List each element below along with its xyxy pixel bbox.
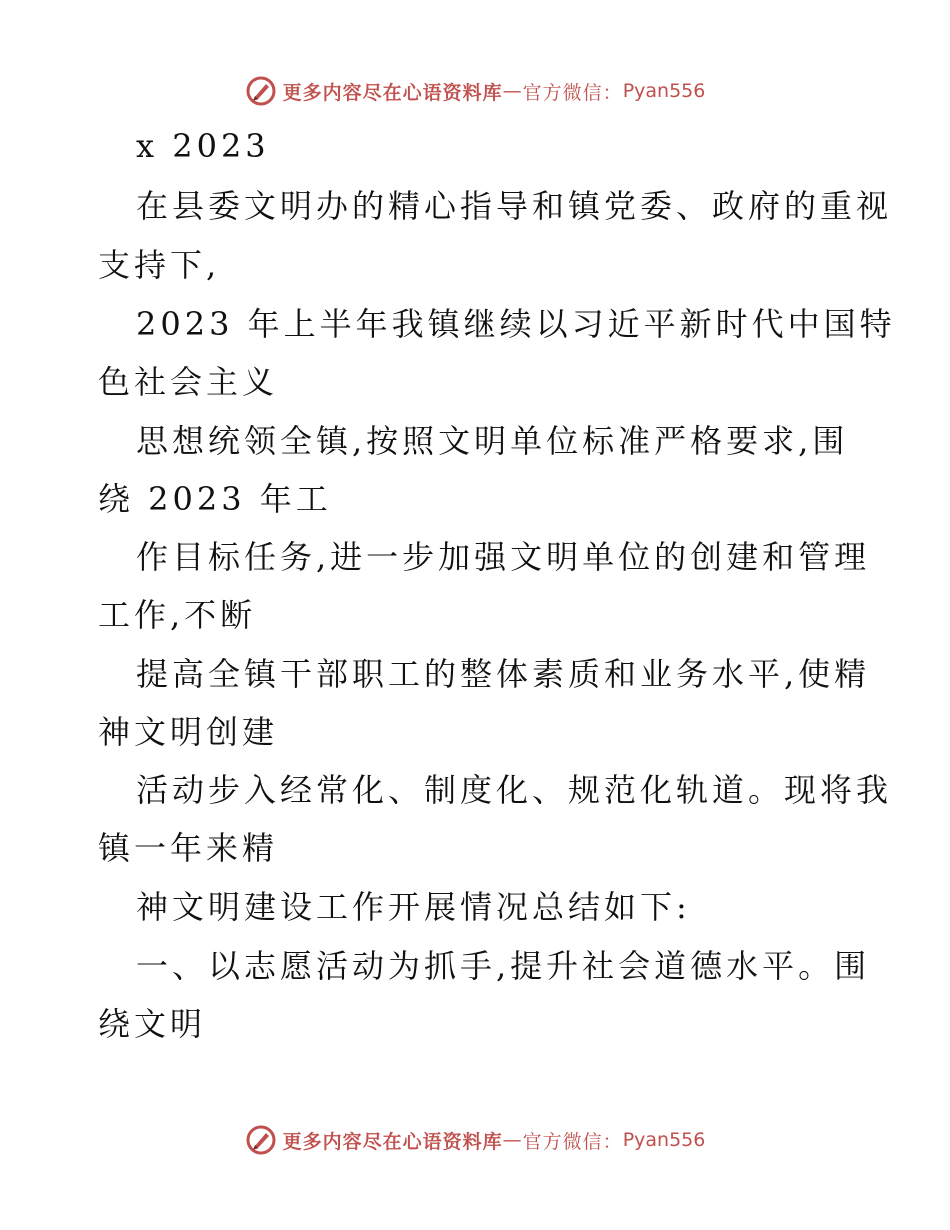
watermark-separator: — — [502, 1129, 523, 1151]
header-watermark — [0, 71, 950, 111]
pen-logo-icon — [245, 75, 277, 107]
doc-line-2: 在县委文明办的精心指导和镇党委、政府的重视 — [136, 187, 893, 225]
doc-line-8: 作目标任务,进一步加强文明单位的创建和管理 — [136, 538, 871, 576]
doc-line-11: 神文明创建 — [98, 713, 279, 751]
doc-line-15: 一、以志愿活动为抓手,提升社会道德水平。围 — [136, 947, 871, 985]
doc-line-6: 思想统领全镇,按照文明单位标准严格要求,围 — [136, 422, 849, 460]
watermark-official-label: 官方微信： — [522, 1130, 623, 1153]
doc-line-16: 绕文明 — [98, 1005, 207, 1043]
watermark-wechat-id: Pyan556 — [622, 80, 706, 102]
watermark-separator: — — [502, 80, 523, 102]
doc-line-12: 活动步入经常化、制度化、规范化轨道。现将我 — [136, 771, 893, 809]
pen-logo-icon — [245, 1124, 277, 1156]
doc-line-4: 2023 年上半年我镇继续以习近平新时代中国特 — [136, 305, 896, 343]
doc-line-10: 提高全镇干部职工的整体素质和业务水平,使精 — [136, 655, 871, 693]
watermark-brand-text: 更多内容尽在心语资料库 — [282, 1130, 503, 1153]
watermark-wechat-id: Pyan556 — [622, 1129, 706, 1151]
doc-line-14: 神文明建设工作开展情况总结如下: — [136, 888, 691, 926]
doc-line-7: 绕 2023 年工 — [98, 480, 332, 518]
footer-watermark — [0, 1120, 950, 1160]
doc-line-13: 镇一年来精 — [98, 829, 279, 867]
watermark-brand-text: 更多内容尽在心语资料库 — [282, 81, 503, 104]
doc-line-3: 支持下, — [98, 246, 221, 284]
watermark-official-label: 官方微信： — [522, 81, 623, 104]
doc-line-5: 色社会主义 — [98, 363, 279, 401]
doc-line-9: 工作,不断 — [98, 596, 257, 634]
doc-line-1: x 2023 — [136, 127, 270, 165]
